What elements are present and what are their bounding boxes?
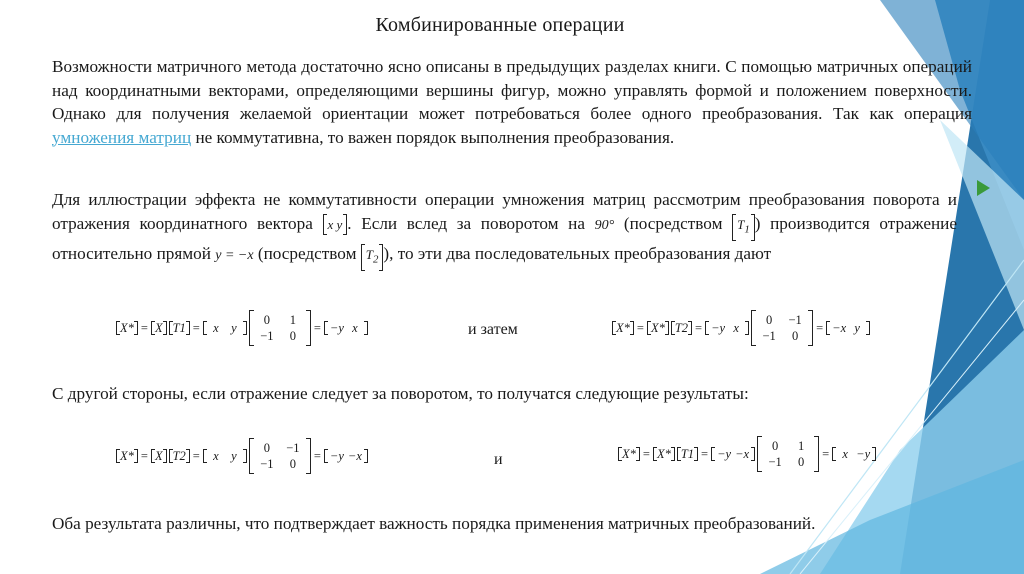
page-title: Комбинированные операции (375, 14, 625, 36)
paragraph-conclusion: Оба результата различны, что подтверждает важность порядка применения матричных преобразований. (52, 514, 816, 533)
matrix-multiplication-link[interactable]: умножения матриц (52, 127, 192, 147)
equation-4: X* = X* T1 = −y −x 0 1 −1 0 = x −y (618, 436, 876, 472)
reflection-line: y = −x (215, 247, 254, 263)
connector-and: и (494, 451, 503, 468)
equation-2: X* = X* T2 = −y x 0 −1 −1 0 = −x y (612, 310, 870, 346)
equation-3: X* = X T2 = x y 0 −1 −1 0 = −y −x (116, 438, 368, 474)
equation-1: X* = X T1 = x y 0 1 −1 0 = −y x (116, 310, 368, 346)
paragraph-intro: Возможности матричного метода достаточно ясно описаны в предыдущих разделах книги. С помощью матричных операций над координатными векторами, определяющими вершины фигур, можно управлять формой и положением поверхности. Однако для получения желаемой ориентации может потребоваться более одного преобразования. Так как операция умножения матриц не коммутативна, то важен порядок выполнения преобразования. (52, 57, 972, 147)
paragraph-illustration: Для иллюстрации эффекта не коммутативности операции умножения матриц рассмотрим преобразования поворота и отражения координатного вектора x y . Если вслед за поворотом на 90° (посредством $T_1$ ) производится отражение относительно прямой y = −x (посредством $T_2$ ), то эти два последовательных преобразования дают (52, 188, 957, 272)
t2-matrix-ref: $T_2$ (361, 243, 384, 272)
t1-matrix-ref: $T_1$ (732, 213, 755, 242)
angle-value: 90° (594, 217, 615, 233)
paragraph-other-side: С другой стороны, если отражение следует за поворотом, то получатся следующие результаты: (52, 384, 749, 403)
connector-then: и затем (468, 321, 518, 338)
coordinate-vector: x y (323, 213, 348, 237)
